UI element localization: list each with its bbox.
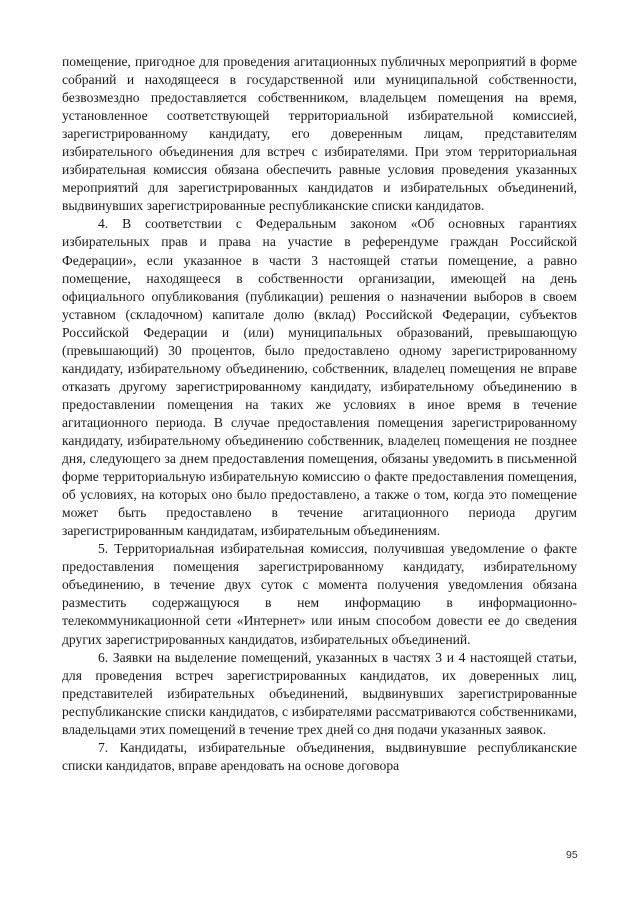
paragraph-continuation: помещение, пригодное для проведения агитационных публичных мероприятий в форме собраний и находящееся в государственной или муниципальной собственности, безвозмездно предоставляется собственником, владельцем помещения на время, установленное соответствующей территориальной избирательной комиссией, зарегистрированному кандидату, его доверенным лицам, представителям избирательного объединения для встреч с избирателями. При этом территориальная избирательная комиссия обязана обеспечить равные условия проведения указанных мероприятий для зарегистрированных кандидатов и избирательных объединений, выдвинувших зарегистрированные республиканские списки кандидатов.	[62, 54, 577, 214]
document-body	[62, 53, 577, 775]
paragraph-item-6: 6. Заявки на выделение помещений, указанных в частях 3 и 4 настоящей статьи, для проведения встреч зарегистрированных кандидатов, их доверенных лиц, представителей избирательных объединений, выдвинувших зарегистрированные республиканские списки кандидатов, с избирателями рассматриваются собственниками, владельцами этих помещений в течение трех дней со дня подачи указанных заявок.	[62, 649, 577, 737]
paragraph-item-5: 5. Территориальная избирательная комиссия, получившая уведомление о факте предоставления помещения зарегистрированному кандидату, избирательному объединению, в течение двух суток с момента получения уведомления обязана разместить содержащуюся в нем информацию в информационно-телекоммуникационной сети «Интернет» или иным способом довести ее до сведения других зарегистрированных кандидатов, избирательных объединений.	[62, 541, 577, 647]
paragraph-item-7: 7. Кандидаты, избирательные объединения, выдвинувшие республиканские списки кандидатов, вправе арендовать на основе договора	[62, 739, 577, 773]
paragraph-item-4: 4. В соответствии с Федеральным законом «Об основных гарантиях избирательных прав и права на участие в референдуме граждан Российской Федерации», если указанное в части 3 настоящей статьи помещение, а равно помещение, находящееся в собственности организации, имеющей на день официального опубликования (публикации) решения о назначении выборов в своем уставном (складочном) капитале долю (вклад) Российской Федерации, субъектов Российской Федерации и (или) муниципальных образований, превышающую (превышающий) 30 процентов, было предоставлено одному зарегистрированному кандидату, избирательному объединению, собственник, владелец помещения не вправе отказать другому зарегистрированному кандидату, избирательному объединению в предоставлении помещения на таких же условиях в иное время в течение агитационного периода. В случае предоставления помещения зарегистрированному кандидату, избирательному объединению собственник, владелец помещения не позднее дня, следующего за днем предоставления помещения, обязаны уведомить в письменной форме территориальную избирательную комиссию о факте предоставления помещения, об условиях, на которых оно было предоставлено, а также о том, когда это помещение может быть предоставлено в течение агитационного периода другим зарегистрированным кандидатам, избирательным объединениям.	[62, 216, 577, 539]
page-number: 95	[566, 849, 578, 861]
